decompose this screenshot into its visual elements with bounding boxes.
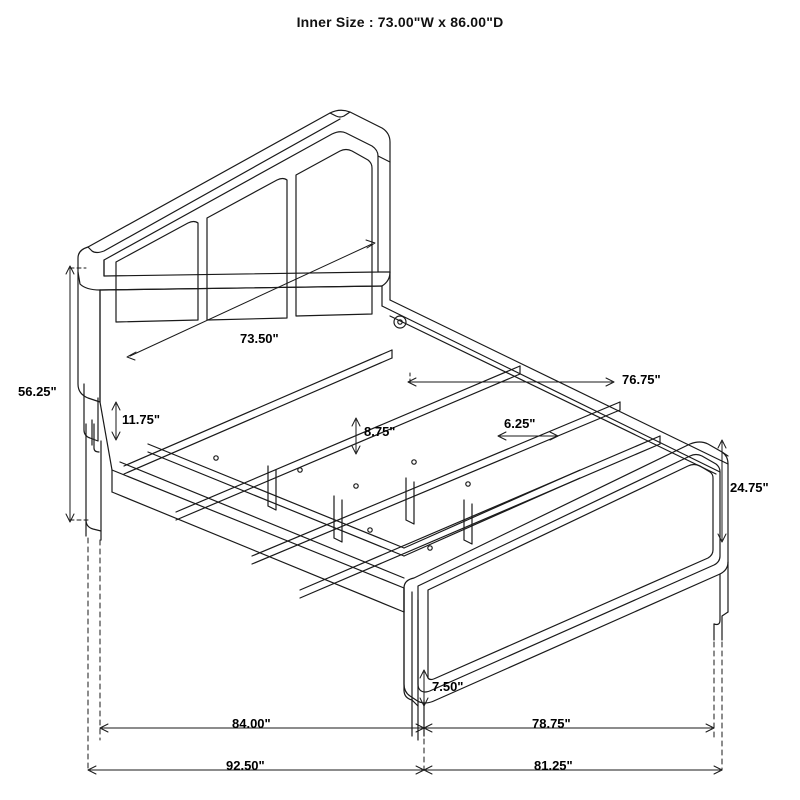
dimension-label-slat-height: 8.75" bbox=[364, 424, 396, 439]
dimension-label-length-lower-left: 92.50" bbox=[226, 758, 265, 773]
dimension-label-length-upper-right: 78.75" bbox=[532, 716, 571, 731]
dimension-label-footboard-clearance: 7.50" bbox=[432, 679, 464, 694]
page-title: Inner Size : 73.00"W x 86.00"D bbox=[296, 14, 504, 30]
dimension-label-headboard-panel-height: 11.75" bbox=[122, 412, 160, 427]
dimension-label-footboard-height: 24.75" bbox=[730, 480, 769, 495]
dimension-label-headboard-width: 73.50" bbox=[240, 331, 279, 346]
dimension-label-length-upper-left: 84.00" bbox=[232, 716, 271, 731]
dimension-label-slat-span: 76.75" bbox=[622, 372, 661, 387]
dimension-label-length-lower-right: 81.25" bbox=[534, 758, 573, 773]
dimension-label-rail-width: 6.25" bbox=[504, 416, 536, 431]
dimension-label-headboard-height: 56.25" bbox=[18, 384, 57, 399]
